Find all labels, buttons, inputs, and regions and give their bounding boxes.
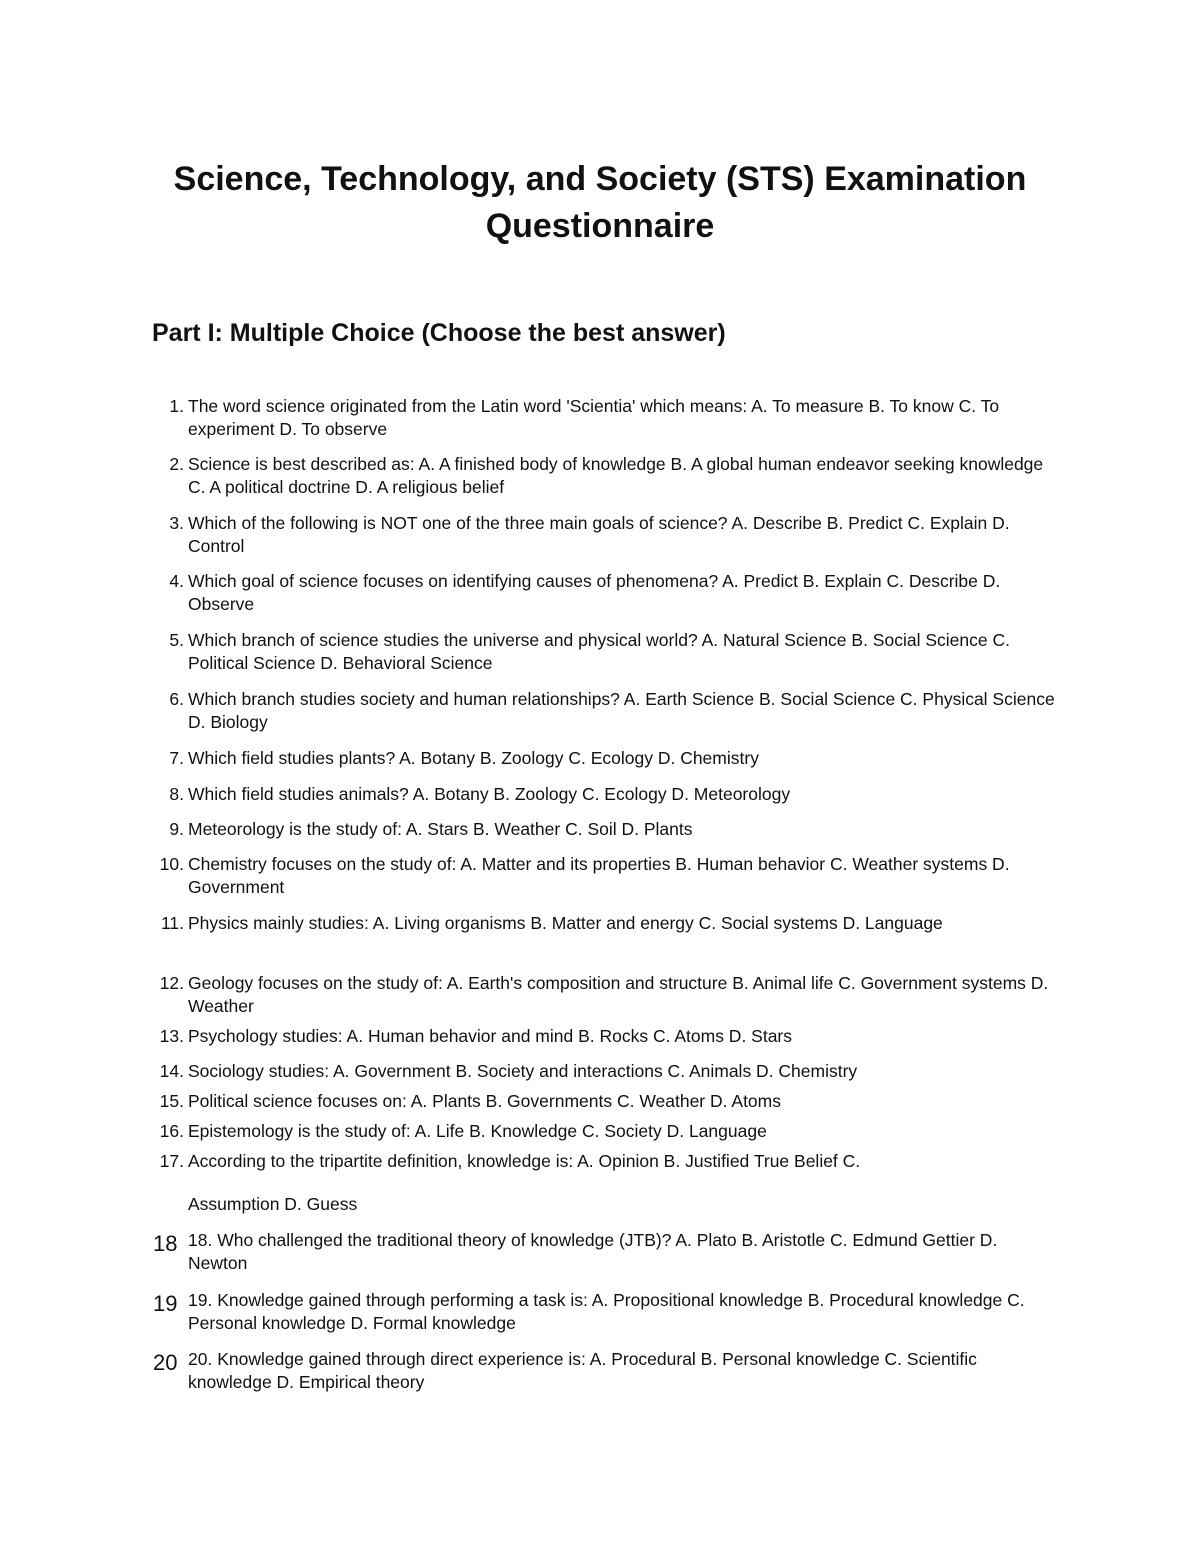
question-number: 16.: [159, 1121, 184, 1141]
document-title: Science, Technology, and Society (STS) Examination Questionnaire: [173, 160, 1027, 245]
question-text: Psychology studies: A. Human behavior and mind B. Rocks C. Atoms D. Stars: [188, 1026, 793, 1046]
question-text: Political science focuses on: A. Plants B. Governments C. Weather D. Atoms: [188, 1091, 781, 1111]
question-number: 8.: [169, 784, 184, 804]
question-10: [0, 853, 1200, 899]
question-text: Which branch of science studies the universe and physical world? A. Natural Science B. Social Science C. Political Science D. Behavioral Science: [188, 630, 1010, 673]
question-number: 7.: [169, 748, 184, 768]
question-number: 11.: [160, 913, 184, 933]
question-number: 15.: [159, 1091, 184, 1111]
question-number: 9.: [169, 819, 184, 839]
question-number: 12.: [159, 973, 184, 993]
question-9: [0, 818, 1200, 841]
question-text: According to the tripartite definition, knowledge is: A. Opinion B. Justified True Belief C.: [188, 1151, 861, 1171]
question-number: 1.: [169, 396, 184, 416]
question-number: 13.: [159, 1026, 184, 1046]
question-11: [0, 912, 1200, 935]
question-number: 5.: [169, 630, 184, 650]
question-text: Meteorology is the study of: A. Stars B. Weather C. Soil D. Plants: [188, 819, 693, 839]
question-14: [0, 1060, 1200, 1083]
question-text: Geology focuses on the study of: A. Earth's composition and structure B. Animal life C. Government systems D. Weather: [188, 973, 1049, 1016]
question-text: 20. Knowledge gained through direct experience is: A. Procedural B. Personal knowledge C. Scientific knowledge D. Empirical theory: [188, 1349, 977, 1392]
question-text: 19. Knowledge gained through performing a task is: A. Propositional knowledge B. Procedural knowledge C. Personal knowledge D. Formal knowledge: [188, 1290, 1025, 1333]
question-17-continuation: Assumption D. Guess: [188, 1194, 358, 1214]
question-text: Science is best described as: A. A finished body of knowledge B. A global human endeavor seeking knowledge C. A political doctrine D. A religious belief: [188, 454, 1044, 497]
question-text: Epistemology is the study of: A. Life B. Knowledge C. Society D. Language: [188, 1121, 767, 1141]
question-5: [0, 629, 1200, 675]
question-18: [0, 1229, 1200, 1275]
question-3: [0, 512, 1200, 558]
question-2: [0, 453, 1200, 499]
question-19: [0, 1289, 1200, 1335]
question-20: [0, 1348, 1200, 1394]
margin-number: 18: [153, 1231, 178, 1256]
question-text: Chemistry focuses on the study of: A. Matter and its properties B. Human behavior C. Weather systems D. Government: [188, 854, 1010, 897]
question-number: 3.: [169, 513, 184, 533]
question-number: 10.: [159, 854, 184, 874]
question-text: The word science originated from the Latin word 'Scientia' which means: A. To measure B. To know C. To experiment D. To observe: [188, 396, 1000, 439]
question-6: [0, 688, 1200, 734]
question-text: Which goal of science focuses on identifying causes of phenomena? A. Predict B. Explain C. Describe D. Observe: [188, 571, 1001, 614]
question-text: Physics mainly studies: A. Living organisms B. Matter and energy C. Social systems D. Language: [188, 913, 943, 933]
part-heading: Part I: Multiple Choice (Choose the best answer): [152, 319, 726, 347]
question-text: Sociology studies: A. Government B. Society and interactions C. Animals D. Chemistry: [188, 1061, 858, 1081]
question-number: 4.: [169, 571, 184, 591]
question-number: 17.: [159, 1151, 184, 1171]
question-text: Which of the following is NOT one of the three main goals of science? A. Describe B. Predict C. Explain D. Control: [188, 513, 1010, 556]
question-12: [0, 972, 1200, 1018]
question-text: Which field studies animals? A. Botany B. Zoology C. Ecology D. Meteorology: [188, 784, 791, 804]
question-4: [0, 570, 1200, 616]
question-number: 6.: [169, 689, 184, 709]
question-16: [0, 1120, 1200, 1143]
question-15: [0, 1090, 1200, 1113]
question-number: 14.: [159, 1061, 184, 1081]
question-7: [0, 747, 1200, 770]
question-text: Which branch studies society and human relationships? A. Earth Science B. Social Science C. Physical Science D. Biology: [188, 689, 1055, 732]
question-text: 18. Who challenged the traditional theory of knowledge (JTB)? A. Plato B. Aristotle C. Edmund Gettier D. Newton: [188, 1230, 998, 1273]
question-number: 2.: [169, 454, 184, 474]
question-1: [0, 395, 1200, 441]
question-17: [0, 1150, 1200, 1173]
question-8: [0, 783, 1200, 806]
margin-number: 19: [153, 1291, 178, 1316]
margin-number: 20: [153, 1350, 178, 1375]
question-13: [0, 1025, 1200, 1048]
question-text: Which field studies plants? A. Botany B. Zoology C. Ecology D. Chemistry: [188, 748, 759, 768]
